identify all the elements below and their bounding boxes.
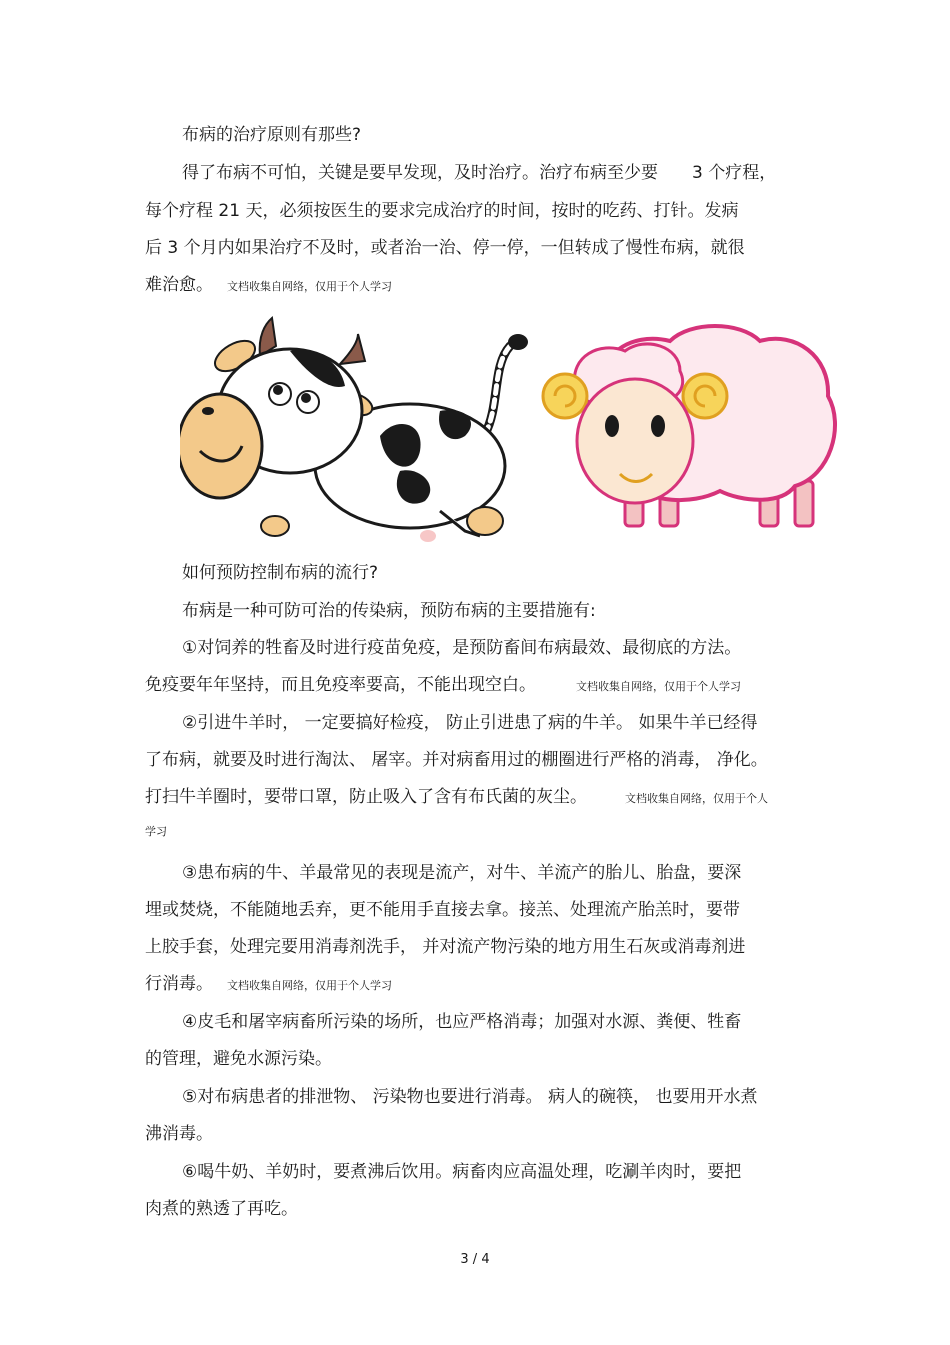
paragraph-line — [145, 973, 392, 997]
paragraph-line: 布病是一种可防可治的传染病，预防布病的主要措施有: — [182, 601, 596, 621]
paragraph-line: 每个疗程 21 天，必须按医生的要求完成治疗的时间，按时的吃药、打针。发病 — [145, 201, 739, 221]
paragraph-line: ④皮毛和屠宰病畜所污染的场所，也应严格消毒；加强对水源、粪便、牲畜 — [182, 1012, 742, 1032]
paragraph-line: 得了布病不可怕，关键是要早发现，及时治疗。治疗布病至少要 3 个疗程， — [182, 163, 777, 183]
paragraph-line: ⑤对布病患者的排泄物、 污染物也要进行消毒。 病人的碗筷， 也要用开水煮 — [182, 1087, 758, 1107]
source-note: 文档收集自网络，仅用于个人学习 — [227, 280, 392, 293]
paragraph-text: 难治愈。 — [145, 275, 213, 295]
paragraph-line: 了布病，就要及时进行淘汰、 屠宰。并对病畜用过的棚圈进行严格的消毒， 净化。 — [145, 750, 768, 770]
source-note: 文档收集自网络，仅用于个人 — [625, 792, 768, 805]
section1-heading: 布病的治疗原则有那些? — [182, 125, 362, 145]
paragraph-line — [145, 274, 392, 298]
section2-heading: 如何预防控制布病的流行? — [182, 563, 379, 583]
paragraph-line: ②引进牛羊时， 一定要搞好检疫， 防止引进患了病的牛羊。 如果牛羊已经得 — [182, 713, 758, 733]
paragraph-line: 上胶手套，处理完要用消毒剂洗手， 并对流产物污染的地方用生石灰或消毒剂进 — [145, 937, 746, 957]
source-note: 文档收集自网络，仅用于个人学习 — [576, 680, 741, 693]
paragraph-line: ①对饲养的牲畜及时进行疫苗免疫，是预防畜间布病最效、最彻底的方法。 — [182, 638, 742, 658]
paragraph-line: 的管理，避免水源污染。 — [145, 1049, 332, 1069]
paragraph-text: 打扫牛羊圈时，要带口罩，防止吸入了含有布氏菌的灰尘。 — [145, 787, 587, 807]
page-number: 3 / 4 — [460, 1252, 490, 1267]
paragraph-line: ③患布病的牛、羊最常见的表现是流产，对牛、羊流产的胎儿、胎盘，要深 — [182, 863, 742, 883]
paragraph-line: 肉煮的熟透了再吃。 — [145, 1199, 298, 1219]
paragraph-line: ⑥喝牛奶、羊奶时，要煮沸后饮用。病畜肉应高温处理，吃涮羊肉时，要把 — [182, 1162, 742, 1182]
source-note: 文档收集自网络，仅用于个人学习 — [227, 979, 392, 992]
paragraph-text: 免疫要年年坚持，而且免疫率要高，不能出现空白。 — [145, 675, 536, 695]
paragraph-line — [145, 674, 741, 698]
paragraph-line: 后 3 个月内如果治疗不及时，或者治一治、停一停，一但转成了慢性布病，就很 — [145, 238, 745, 258]
paragraph-line: 沸消毒。 — [145, 1124, 213, 1144]
paragraph-line — [145, 786, 768, 810]
paragraph-line: 埋或焚烧，不能随地丢弃，更不能用手直接去拿。接羔、处理流产胎羔时，要带 — [145, 900, 740, 920]
cow-sheep-illustration — [180, 316, 842, 542]
paragraph-text: 行消毒。 — [145, 974, 213, 994]
source-note: 学习 — [145, 825, 167, 838]
